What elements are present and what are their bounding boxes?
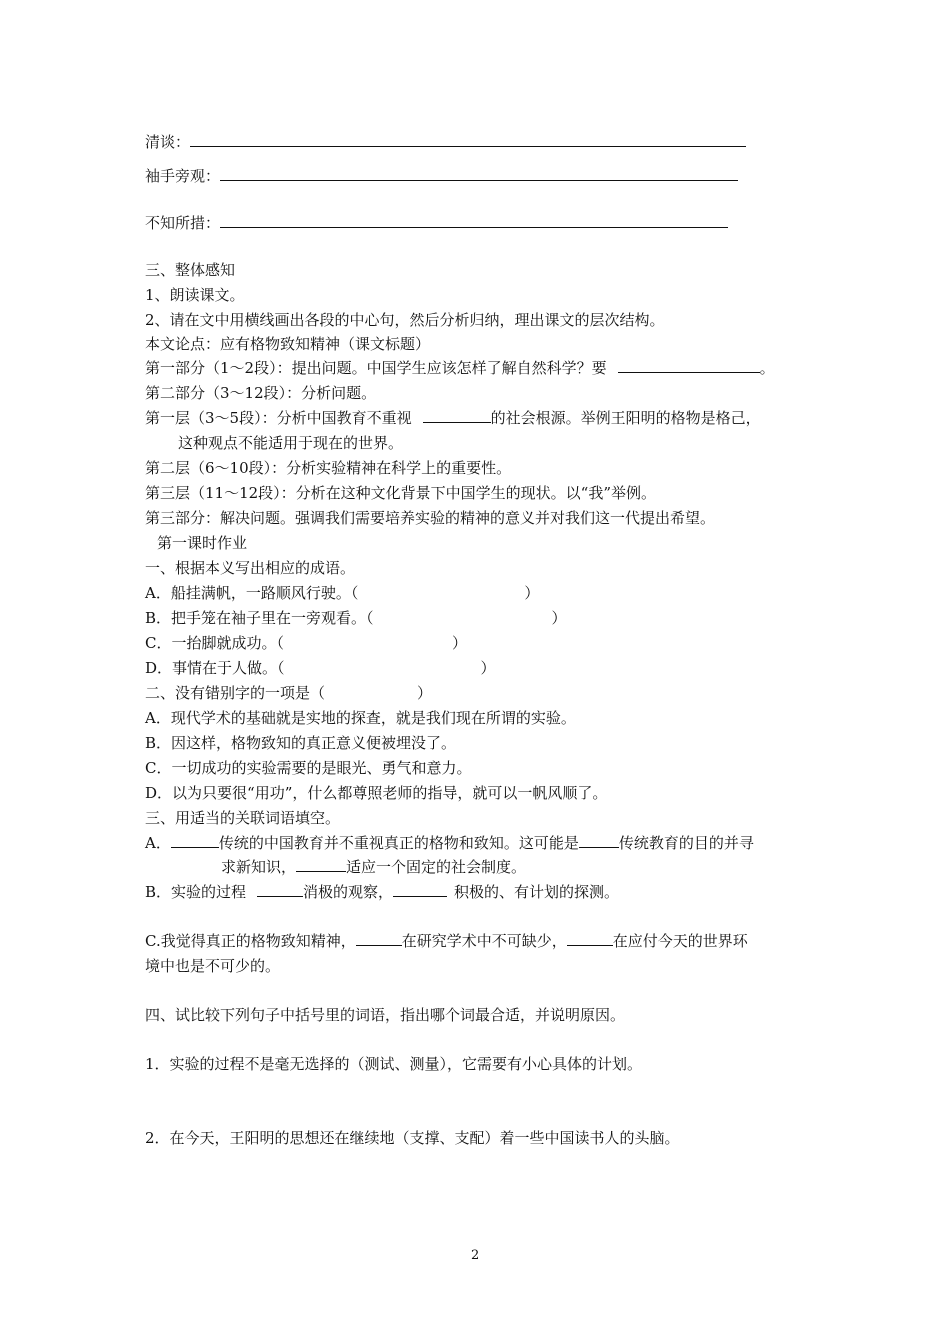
- option-line: [145, 931, 748, 951]
- answer-blank[interactable]: [171, 833, 219, 848]
- option-text: 在应付今天的世界环: [612, 932, 748, 950]
- text-line: 这种观点不能适用于现在的世界。: [178, 434, 404, 452]
- option-text: ）: [524, 584, 540, 602]
- text-fragment: 第一层（3～5段）：分析中国教育不重视: [145, 409, 412, 427]
- vocab-label: 清谈：: [145, 133, 191, 151]
- option-line: [145, 882, 619, 902]
- text-line: 2、请在文中用横线画出各段的中心句，然后分析归纳，理出课文的层次结构。: [145, 311, 665, 329]
- question-heading: [145, 683, 432, 703]
- answer-blank[interactable]: [579, 833, 619, 848]
- section-heading: 三、整体感知: [145, 261, 236, 279]
- option-line: 境中也是不可少的。: [145, 957, 281, 975]
- answer-blank[interactable]: [220, 166, 738, 181]
- vocab-line-qingtan: [145, 132, 746, 152]
- option-text: ）: [451, 634, 467, 652]
- option-text: ）: [480, 659, 496, 677]
- text-line: 第二部分（3～12段）：分析问题。: [145, 384, 377, 402]
- option-text: C．一抬脚就成功。（: [145, 634, 284, 652]
- answer-blank[interactable]: [190, 132, 746, 147]
- option-text: 积极的、有计划的探测。: [454, 883, 620, 901]
- text-line: 第三层（11～12段）：分析在这种文化背景下中国学生的现状。以“我”举例。: [145, 484, 657, 502]
- option-text: 求新知识，: [221, 858, 297, 876]
- option-line: [145, 833, 754, 853]
- text-fragment: 第一部分（1～2段）：提出问题。中国学生应该怎样了解自然科学？要: [145, 359, 607, 377]
- option-text: C.我觉得真正的格物致知精神，: [145, 932, 356, 950]
- question-sentence: 2．在今天，王阳明的思想还在继续地（支撑、支配）着一些中国读书人的头脑。: [145, 1129, 680, 1147]
- option-line: [145, 633, 467, 653]
- option-text: D．事情在于人做。（: [145, 659, 285, 677]
- text-line: 本文论点：应有格物致知精神（课文标题）: [145, 335, 431, 353]
- question-text: ）: [417, 684, 433, 702]
- option-text: ）: [551, 609, 567, 627]
- option-line: D．以为只要很“用功”，什么都尊照老师的指导，就可以一帆风顺了。: [145, 784, 608, 802]
- question-text: 二、没有错别字的一项是（: [145, 684, 326, 702]
- text-line: [145, 358, 775, 378]
- option-line: [145, 658, 496, 678]
- option-line: [221, 857, 526, 877]
- vocab-line-buzhi: [145, 213, 728, 233]
- option-line: C．一切成功的实验需要的是眼光、勇气和意力。: [145, 759, 472, 777]
- option-line: A．现代学术的基础就是实地的探查，就是我们现在所谓的实验。: [145, 709, 576, 727]
- question-sentence: 1．实验的过程不是毫无选择的（测试、测量），它需要有小心具体的计划。: [145, 1055, 643, 1073]
- option-text: 在研究学术中不可缺少，: [401, 932, 567, 950]
- option-text: 传统教育的目的并寻: [618, 834, 754, 852]
- option-text: B．把手笼在袖子里在一旁观看。（: [145, 609, 374, 627]
- option-line: [145, 583, 539, 603]
- answer-blank[interactable]: [356, 931, 402, 946]
- option-text: 适应一个固定的社会制度。: [346, 858, 527, 876]
- question-heading: 一、根据本义写出相应的成语。: [145, 559, 356, 577]
- answer-blank[interactable]: [257, 882, 303, 897]
- text-fragment: 的社会根源。举例王阳明的格物是格己，: [490, 409, 761, 427]
- answer-blank[interactable]: [618, 358, 760, 373]
- question-heading: 三、用适当的关联词语填空。: [145, 809, 341, 827]
- text-line: 第三部分：解决问题。强调我们需要培养实验的精神的意义并对我们这一代提出希望。: [145, 509, 716, 527]
- text-fragment: 。: [759, 359, 775, 377]
- option-line: B．因这样，格物致知的真正意义便被埋没了。: [145, 734, 457, 752]
- text-line: 第二层（6～10段）：分析实验精神在科学上的重要性。: [145, 459, 512, 477]
- option-line: [145, 608, 567, 628]
- answer-blank[interactable]: [296, 857, 346, 872]
- vocab-label: 袖手旁观：: [145, 167, 221, 185]
- answer-blank[interactable]: [423, 408, 491, 423]
- text-line: 1、朗读课文。: [145, 286, 245, 304]
- page-number: 2: [471, 1248, 480, 1263]
- option-text: 传统的中国教育并不重视真正的格物和致知。这可能是: [218, 834, 579, 852]
- vocab-line-xiushou: [145, 166, 738, 186]
- answer-blank[interactable]: [220, 213, 728, 228]
- vocab-label: 不知所措：: [145, 214, 221, 232]
- option-text: A．: [145, 834, 171, 852]
- option-text: A．船挂满帆，一路顺风行驶。（: [145, 584, 359, 602]
- answer-blank[interactable]: [567, 931, 613, 946]
- text-line: [145, 408, 761, 428]
- question-heading: 四、试比较下列句子中括号里的词语，指出哪个词最合适，并说明原因。: [145, 1006, 626, 1024]
- answer-blank[interactable]: [393, 882, 447, 897]
- option-text: B．实验的过程: [145, 883, 247, 901]
- option-text: 消极的观察，: [303, 883, 394, 901]
- homework-title: 第一课时作业: [157, 534, 248, 552]
